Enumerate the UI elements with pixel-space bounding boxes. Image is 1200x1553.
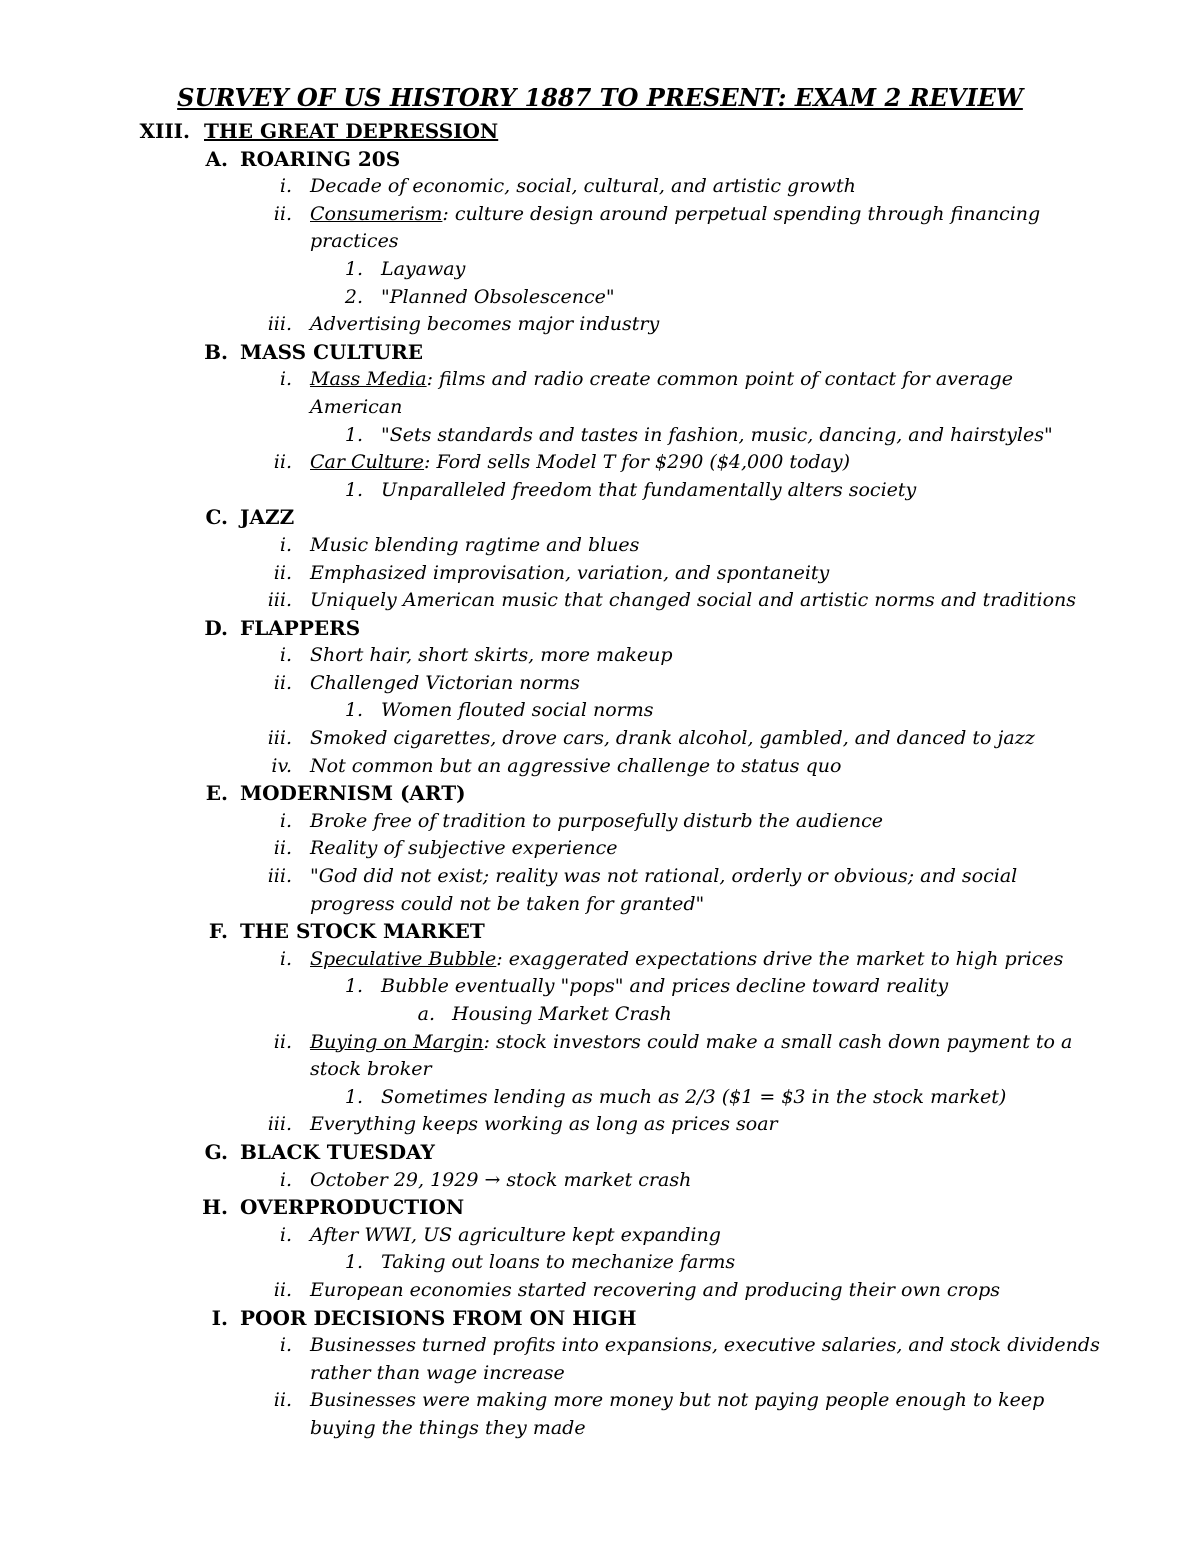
- list-marker: ii.: [273, 1030, 292, 1053]
- list-marker: G.: [204, 1139, 228, 1164]
- list-marker: iii.: [267, 589, 292, 612]
- list-marker: 1.: [344, 699, 363, 722]
- outline-continuation: [0, 394, 1200, 422]
- list-marker: iii.: [267, 727, 292, 750]
- outline-item: [0, 1387, 1200, 1415]
- list-marker: ii.: [273, 671, 292, 694]
- list-marker: 1.: [344, 257, 363, 280]
- outline-continuation: [0, 228, 1200, 256]
- outline-subitem: [0, 1249, 1200, 1277]
- list-marker: I.: [211, 1305, 228, 1330]
- section-heading: [0, 118, 1200, 146]
- list-marker: i.: [279, 368, 292, 391]
- outline-item: [0, 311, 1200, 339]
- outline-item: [0, 1222, 1200, 1250]
- list-marker: A.: [205, 146, 228, 171]
- line-text: progress could not be taken for granted": [310, 892, 705, 915]
- line-text: Music blending ragtime and blues: [310, 533, 640, 556]
- list-marker: iii.: [267, 1113, 292, 1136]
- outline-subsubitem: [0, 1001, 1200, 1029]
- line-text: Not common but an aggressive challenge to status quo: [310, 754, 842, 777]
- subsection-heading: [0, 1305, 1200, 1333]
- outline-subitem: [0, 284, 1200, 312]
- outline-continuation: [0, 1360, 1200, 1388]
- line-text: Reality of subjective experience: [310, 837, 618, 860]
- list-marker: 1.: [344, 423, 363, 446]
- outline-item: [0, 173, 1200, 201]
- subsection-heading: [0, 1194, 1200, 1222]
- outline-item: [0, 532, 1200, 560]
- key-term: Buying on Margin: [310, 1030, 484, 1053]
- outline-item: [0, 670, 1200, 698]
- line-text: Everything keeps working as long as prices soar: [310, 1113, 778, 1136]
- line-text: After WWI, US agriculture kept expanding: [310, 1223, 721, 1246]
- outline-subitem: [0, 1084, 1200, 1112]
- line-text: Mass Media: films and radio create common point of contact for average: [310, 368, 1013, 391]
- list-marker: i.: [279, 1223, 292, 1246]
- line-text: MASS CULTURE: [240, 339, 424, 364]
- line-text: Uniquely American music that changed social and artistic norms and traditions: [310, 589, 1077, 612]
- list-marker: ii.: [273, 561, 292, 584]
- outline-item: [0, 642, 1200, 670]
- list-marker: F.: [208, 919, 228, 944]
- list-marker: 1.: [344, 975, 363, 998]
- outline-subitem: [0, 422, 1200, 450]
- line-text: THE STOCK MARKET: [240, 919, 485, 944]
- subsection-heading: [0, 918, 1200, 946]
- list-marker: C.: [205, 505, 228, 530]
- list-marker: i.: [279, 644, 292, 667]
- subsection-heading: [0, 615, 1200, 643]
- outline-item: [0, 1111, 1200, 1139]
- outline-item: [0, 366, 1200, 394]
- outline-subitem: [0, 477, 1200, 505]
- line-text: Emphasized improvisation, variation, and spontaneity: [310, 561, 830, 584]
- outline-continuation: [0, 1415, 1200, 1443]
- page-title: SURVEY OF US HISTORY 1887 TO PRESENT: EXAM 2 REVIEW: [177, 83, 1023, 112]
- line-text: "God did not exist; reality was not rational, orderly or obvious; and social: [310, 865, 1018, 888]
- outline-item: [0, 587, 1200, 615]
- line-text: Car Culture: Ford sells Model T for $290 ($4,000 today): [310, 451, 851, 474]
- line-text: buying the things they made: [310, 1416, 586, 1439]
- line-text: Buying on Margin: stock investors could make a small cash down payment to a: [310, 1030, 1073, 1053]
- outline-item: [0, 201, 1200, 229]
- subsection-heading: [0, 780, 1200, 808]
- outline-list: [0, 118, 1200, 1443]
- subsection-heading: [0, 146, 1200, 174]
- line-text: Smoked cigarettes, drove cars, drank alcohol, gambled, and danced to jazz: [310, 727, 1035, 750]
- outline-item: [0, 808, 1200, 836]
- key-term: Consumerism: [310, 202, 443, 225]
- line-text: Short hair, short skirts, more makeup: [310, 644, 673, 667]
- outline-subitem: [0, 697, 1200, 725]
- outline-continuation: [0, 1056, 1200, 1084]
- line-text: stock broker: [310, 1058, 432, 1081]
- subsection-heading: [0, 1139, 1200, 1167]
- line-text: Unparalleled freedom that fundamentally alters society: [381, 478, 917, 501]
- list-marker: ii.: [273, 837, 292, 860]
- list-marker: 1.: [344, 478, 363, 501]
- line-text: Speculative Bubble: exaggerated expectations drive the market to high prices: [310, 947, 1064, 970]
- subsection-heading: [0, 339, 1200, 367]
- outline-item: [0, 560, 1200, 588]
- list-marker: 2.: [344, 285, 363, 308]
- list-marker: ii.: [273, 1389, 292, 1412]
- line-text: "Planned Obsolescence": [381, 285, 615, 308]
- line-text: American: [310, 395, 403, 418]
- line-text: Consumerism: culture design around perpetual spending through financing: [310, 202, 1041, 225]
- list-marker: B.: [204, 339, 228, 364]
- list-marker: ii.: [273, 451, 292, 474]
- line-text: JAZZ: [240, 505, 295, 530]
- outline-item: [0, 946, 1200, 974]
- line-text: FLAPPERS: [240, 615, 361, 640]
- list-marker: i.: [279, 1334, 292, 1357]
- line-text: Sometimes lending as much as 2/3 ($1 = $3 in the stock market): [381, 1085, 1007, 1108]
- line-text: THE GREAT DEPRESSION: [204, 119, 499, 143]
- line-text: ROARING 20S: [240, 146, 401, 171]
- list-marker: H.: [202, 1195, 228, 1220]
- line-text: Broke free of tradition to purposefully disturb the audience: [310, 809, 884, 832]
- list-marker: ii.: [273, 202, 292, 225]
- list-marker: i.: [279, 175, 292, 198]
- key-term: Mass Media: [310, 368, 427, 391]
- line-text: OVERPRODUCTION: [240, 1195, 465, 1220]
- line-text: MODERNISM (ART): [240, 781, 466, 806]
- line-text: rather than wage increase: [310, 1361, 565, 1384]
- list-marker: iv.: [271, 754, 292, 777]
- outline-item: [0, 1277, 1200, 1305]
- line-text: Businesses turned profits into expansions, executive salaries, and stock dividends: [310, 1334, 1100, 1357]
- list-marker: 1.: [344, 1085, 363, 1108]
- list-marker: i.: [279, 533, 292, 556]
- outline-item: [0, 1332, 1200, 1360]
- outline-item: [0, 863, 1200, 891]
- list-marker: XIII.: [139, 119, 190, 143]
- line-text: Taking out loans to mechanize farms: [381, 1251, 736, 1274]
- list-marker: iii.: [267, 865, 292, 888]
- line-text: October 29, 1929 → stock market crash: [310, 1168, 692, 1191]
- line-text: practices: [310, 230, 399, 253]
- subsection-heading: [0, 504, 1200, 532]
- list-marker: ii.: [273, 1278, 292, 1301]
- list-marker: E.: [205, 781, 228, 806]
- list-marker: iii.: [267, 313, 292, 336]
- outline-item: [0, 449, 1200, 477]
- outline-item: [0, 1167, 1200, 1195]
- line-text: Challenged Victorian norms: [310, 671, 580, 694]
- key-term: Speculative Bubble: [310, 947, 497, 970]
- line-text: European economies started recovering and producing their own crops: [310, 1278, 1001, 1301]
- line-text: Housing Market Crash: [452, 1003, 672, 1025]
- outline-subitem: [0, 256, 1200, 284]
- line-text: Women flouted social norms: [381, 699, 654, 722]
- outline-item: [0, 725, 1200, 753]
- outline-continuation: [0, 891, 1200, 919]
- line-text: Layaway: [381, 257, 466, 280]
- line-text: POOR DECISIONS FROM ON HIGH: [240, 1305, 637, 1330]
- outline-item: [0, 753, 1200, 781]
- list-marker: i.: [279, 1168, 292, 1191]
- line-text: BLACK TUESDAY: [240, 1139, 435, 1164]
- outline-item: [0, 1029, 1200, 1057]
- outline-item: [0, 835, 1200, 863]
- line-text: Bubble eventually "pops" and prices decline toward reality: [381, 975, 949, 998]
- outline-subitem: [0, 973, 1200, 1001]
- line-text: Decade of economic, social, cultural, and artistic growth: [310, 175, 856, 198]
- list-marker: i.: [279, 809, 292, 832]
- list-marker: 1.: [344, 1251, 363, 1274]
- line-text: Advertising becomes major industry: [310, 313, 660, 336]
- key-term: Car Culture: [310, 451, 425, 474]
- list-marker: D.: [204, 615, 228, 640]
- line-text: Businesses were making more money but not paying people enough to keep: [310, 1389, 1045, 1412]
- list-marker: a.: [417, 1003, 435, 1025]
- list-marker: i.: [279, 947, 292, 970]
- line-text: "Sets standards and tastes in fashion, music, dancing, and hairstyles": [381, 423, 1053, 446]
